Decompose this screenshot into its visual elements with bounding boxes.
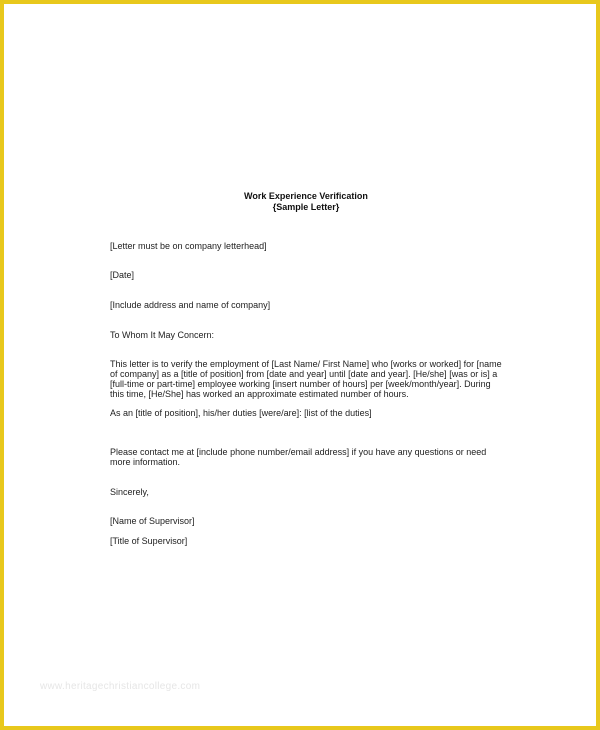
paragraph-contact: Please contact me at [include phone number/email address] if you have any questions or need more information. — [110, 447, 487, 467]
salutation: To Whom It May Concern: — [110, 330, 215, 340]
watermark: www.heritagechristiancollege.com — [40, 681, 201, 692]
closing: Sincerely, — [110, 487, 149, 497]
letterhead-note: [Letter must be on company letterhead] — [110, 241, 267, 251]
address-placeholder: [Include address and name of company] — [110, 300, 271, 310]
title-line-1: Work Experience Verification — [244, 191, 368, 201]
paragraph-verification: This letter is to verify the employment of [Last Name/ First Name] who [works or worked] for [name of company] as a [title of position] from [date and year] until [date and year]. [He/she] [was or is] a [full-time or part-time] employee working [insert number of hours] per [week/month/year]. During this time, [He/She] has worked an approximate estimated number of hours. — [110, 359, 502, 399]
document-page — [4, 4, 596, 726]
supervisor-name: [Name of Supervisor] — [110, 516, 195, 526]
date-placeholder: [Date] — [110, 270, 135, 280]
supervisor-title: [Title of Supervisor] — [110, 536, 188, 546]
paragraph-duties: As an [title of position], his/her duties [were/are]: [list of the duties] — [110, 408, 372, 418]
letter-title — [4, 191, 596, 213]
title-line-2: {Sample Letter} — [272, 202, 340, 212]
